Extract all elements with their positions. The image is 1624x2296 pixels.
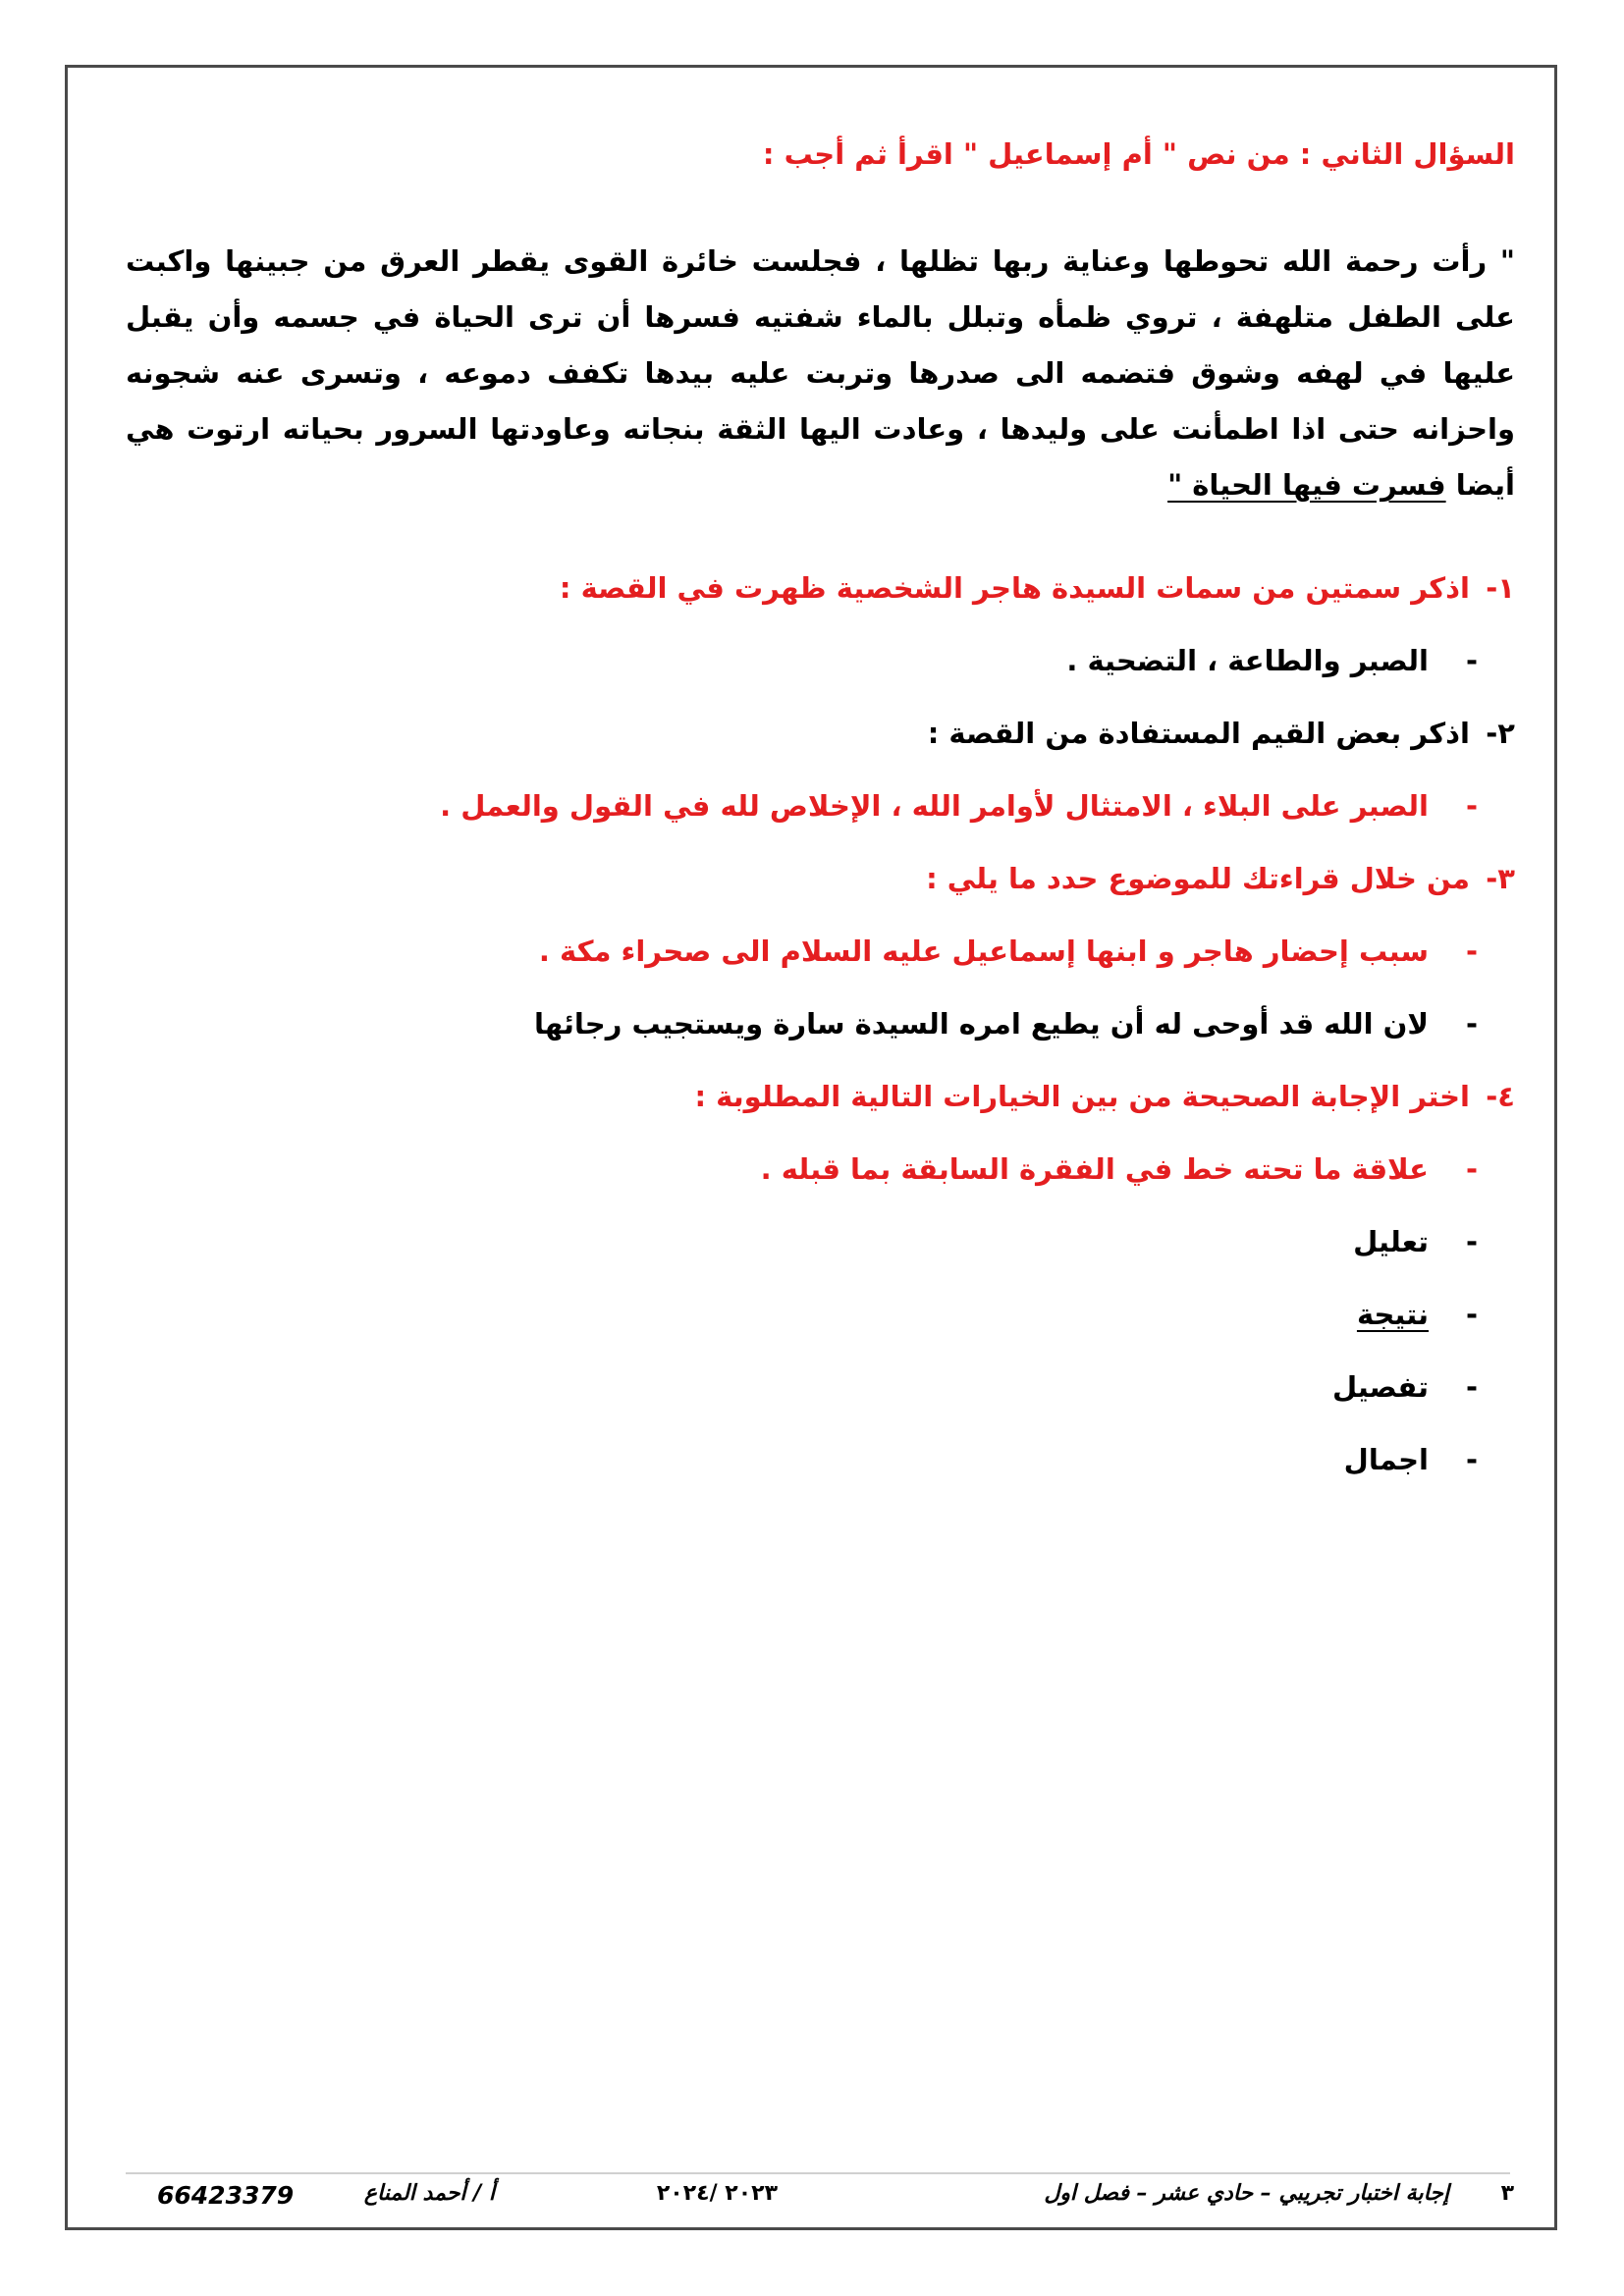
bullet-dash: -	[1465, 1298, 1478, 1331]
bullet-dash: -	[1465, 1152, 1478, 1186]
option-3	[126, 1360, 1515, 1432]
answer-text: الصبر على البلاء ، الامتثال لأوامر الله ، الإخلاص لله في القول والعمل .	[440, 789, 1429, 823]
prompt-text: علاقة ما تحته خط في الفقرة السابقة بما قبله .	[760, 1152, 1429, 1186]
footer-divider	[126, 2172, 1510, 2174]
answer-text: لان الله قد أوحى له أن يطيع امره السيدة سارة ويستجيب رجائها	[534, 1007, 1429, 1041]
question-4-text: اختر الإجابة الصحيحة من بين الخيارات التالية المطلوبة :	[694, 1080, 1470, 1113]
footer-year: ٢٠٢٣ /٢٠٢٤	[656, 2181, 778, 2206]
option-4	[126, 1432, 1515, 1505]
footer-teacher: أ / أحمد المناع	[363, 2181, 495, 2206]
option-text: اجمال	[1343, 1443, 1429, 1476]
reading-passage	[126, 234, 1515, 513]
question-heading: السؤال الثاني : من نص " أم إسماعيل " اقرأ ثم أجب :	[762, 137, 1515, 171]
bullet-dash: -	[1465, 934, 1478, 968]
footer-page-number: ٣	[1500, 2181, 1514, 2206]
bullet-dash: -	[1465, 1443, 1478, 1476]
question-2-answer	[126, 778, 1515, 851]
question-4-prompt	[126, 1142, 1515, 1214]
question-3-text: من خلال قراءتك للموضوع حدد ما يلي :	[926, 862, 1470, 895]
question-1-text: اذكر سمتين من سمات السيدة هاجر الشخصية ظهرت في القصة :	[559, 571, 1470, 605]
question-3	[126, 851, 1515, 924]
question-2-number: ٢-	[1486, 717, 1515, 750]
question-3-answer	[126, 996, 1515, 1069]
subquestion-text: سبب إحضار هاجر و ابنها إسماعيل عليه السلام الى صحراء مكة .	[538, 934, 1429, 968]
bullet-dash: -	[1465, 1225, 1478, 1258]
option-1	[126, 1214, 1515, 1287]
option-text: تفصيل	[1331, 1370, 1429, 1404]
footer-exam-title: إجابة اختبار تجريبي – حادي عشر – فصل اول	[1044, 2181, 1449, 2206]
answer-text: الصبر والطاعة ، التضحية .	[1066, 644, 1429, 677]
question-4-number: ٤-	[1486, 1080, 1515, 1113]
option-text: تعليل	[1353, 1225, 1429, 1258]
bullet-dash: -	[1465, 1007, 1478, 1041]
bullet-dash: -	[1465, 644, 1478, 677]
option-2-correct	[126, 1287, 1515, 1360]
passage-underlined-text: فسرت فيها الحياة "	[1167, 468, 1446, 502]
question-2	[126, 706, 1515, 778]
page-content	[126, 137, 1515, 1505]
option-text: نتيجة	[1356, 1298, 1429, 1331]
bullet-dash: -	[1465, 1370, 1478, 1404]
question-3-subquestion	[126, 924, 1515, 996]
question-4	[126, 1069, 1515, 1142]
question-1-number: ١-	[1486, 571, 1515, 605]
question-3-number: ٣-	[1486, 862, 1515, 895]
passage-text: " رأت رحمة الله تحوطها وعناية ربها تظلها ، فجلست خائرة القوى يقطر العرق من جبينها واكبت على الطفل متلهفة ، تروي ظمأه وتبلل بالماء شفتيه فسرها أن ترى الحياة في جسمه وأن يقبل عليها في لهفه وشوق فتضمه الى صدرها وتربت عليه بيدها تكفف دموعه ، وتسرى عنه شجونه واحزانه حتى اذا اطمأنت على وليدها ، وعادت اليها الثقة بنجاته وعاودتها السرور بحياته ارتوت هي أيضا	[126, 244, 1515, 502]
question-2-text: اذكر بعض القيم المستفادة من القصة :	[927, 717, 1470, 750]
bullet-dash: -	[1465, 789, 1478, 823]
question-1-answer	[126, 633, 1515, 706]
question-1	[126, 561, 1515, 633]
footer-phone: 66423379	[157, 2181, 295, 2210]
